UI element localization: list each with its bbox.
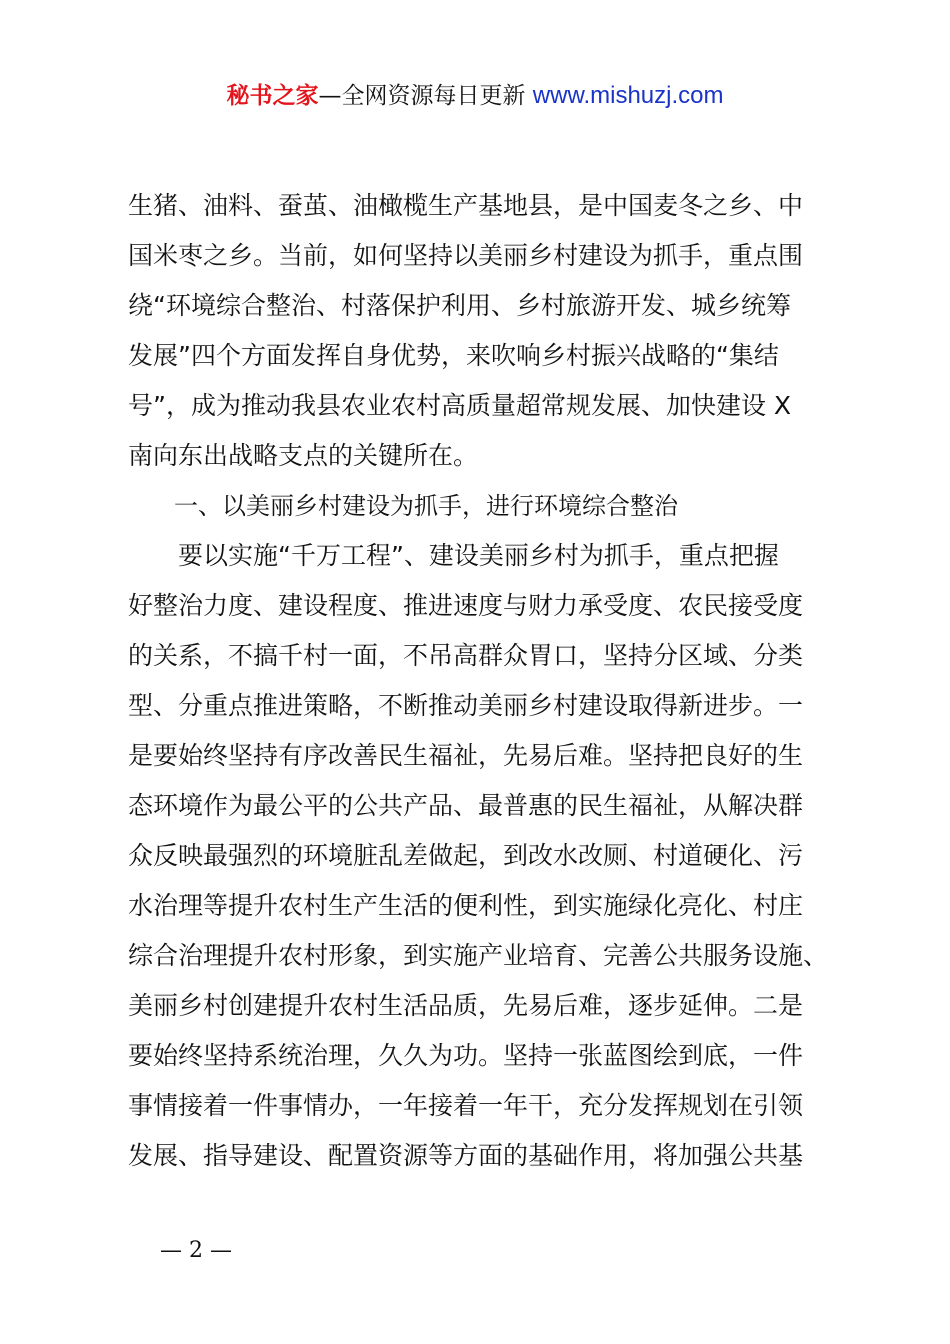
paragraph-line: 美丽乡村创建提升农村生活品质，先易后难，逐步延伸。二是 bbox=[128, 991, 804, 1020]
site-name: 秘书之家 bbox=[226, 83, 319, 109]
paragraph-line: 发展、指导建设、配置资源等方面的基础作用，将加强公共基 bbox=[128, 1141, 804, 1170]
paragraph-line: 水治理等提升农村生产生活的便利性，到实施绿化亮化、村庄 bbox=[128, 891, 804, 920]
paragraph-line: 众反映最强烈的环境脏乱差做起，到改水改厕、村道硬化、污 bbox=[128, 841, 804, 870]
paragraph-line: 型、分重点推进策略，不断推动美丽乡村建设取得新进步。一 bbox=[128, 691, 804, 720]
paragraph-line: 生猪、油料、蚕茧、油橄榄生产基地县，是中国麦冬之乡、中 bbox=[128, 191, 804, 220]
site-url-link[interactable]: www.mishuzj.com bbox=[532, 82, 724, 109]
paragraph-line: 是要始终坚持有序改善民生福祉，先易后难。坚持把良好的生 bbox=[128, 741, 804, 770]
page-header bbox=[0, 80, 950, 112]
paragraph-line: 态环境作为最公平的公共产品、最普惠的民生福祉，从解决群 bbox=[128, 791, 804, 820]
paragraph-line: 发展”四个方面发挥自身优势，来吹响乡村振兴战略的“集结 bbox=[128, 341, 779, 370]
paragraph-line: 好整治力度、建设程度、推进速度与财力承受度、农民接受度 bbox=[128, 591, 804, 620]
header-tagline: —全网资源每日更新 bbox=[318, 83, 526, 109]
paragraph-line: 事情接着一件事情办，一年接着一年干，充分发挥规划在引领 bbox=[128, 1091, 804, 1120]
paragraph-line: 的关系，不搞千村一面，不吊高群众胃口，坚持分区域、分类 bbox=[128, 641, 804, 670]
paragraph-line: 要以实施“千万工程”、建设美丽乡村为抓手，重点把握 bbox=[128, 541, 779, 570]
paragraph-line: 南向东出战略支点的关键所在。 bbox=[128, 441, 479, 470]
paragraph-line: 国米枣之乡。当前，如何坚持以美丽乡村建设为抓手，重点围 bbox=[128, 241, 804, 270]
paragraph-line: 综合治理提升农村形象，到实施产业培育、完善公共服务设施、 bbox=[128, 941, 829, 970]
document-body bbox=[128, 181, 848, 1181]
paragraph-line: 号”，成为推动我县农业农村高质量超常规发展、加快建设 X bbox=[128, 391, 792, 420]
paragraph-line: 要始终坚持系统治理，久久为功。坚持一张蓝图绘到底，一件 bbox=[128, 1041, 804, 1070]
paragraph-line: 绕“环境综合整治、村落保护利用、乡村旅游开发、城乡统筹 bbox=[128, 291, 791, 320]
section-heading: 一、以美丽乡村建设为抓手，进行环境综合整治 bbox=[174, 492, 678, 520]
page-number: — 2 — bbox=[160, 1238, 232, 1263]
